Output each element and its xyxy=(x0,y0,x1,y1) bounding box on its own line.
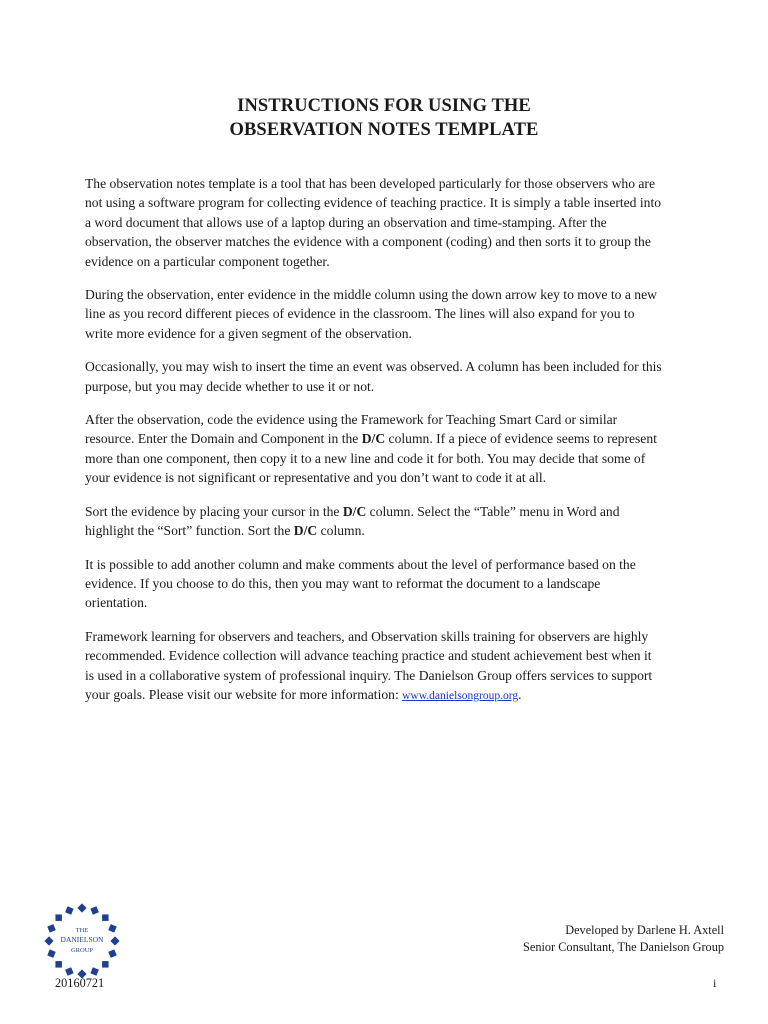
author-credit xyxy=(523,922,724,956)
title-line-1: INSTRUCTIONS FOR USING THE xyxy=(237,96,531,116)
logo-square xyxy=(90,967,98,975)
logo-square xyxy=(77,903,86,912)
dc-column-label: D/C xyxy=(361,431,386,447)
paragraph-training xyxy=(85,627,663,707)
website-link[interactable]: www.danielsongroup.org xyxy=(402,689,519,702)
paragraph-intro: The observation notes template is a tool that has been developed particularly for those observers who are not using a software program for collecting evidence of teaching practice. It is simply a table inserted into a word document that allows use of a laptop during an observation and time-stamping. After the observation, the observer matches the evidence with a component (coding) and then sorts it to group the evidence on a particular component together. xyxy=(85,176,662,269)
document-title xyxy=(0,94,768,142)
logo-square xyxy=(102,961,109,968)
document-body xyxy=(85,174,663,720)
logo-square xyxy=(47,949,55,957)
training-text-end: . xyxy=(518,686,522,702)
paragraph-sorting xyxy=(85,502,663,541)
paragraph-comments: It is possible to add another column and make comments about the level of performance based on the evidence. If you choose to do this, then you may want to reformat the document to a landscape orientation. xyxy=(85,556,636,611)
page-number: i xyxy=(713,976,717,990)
credit-title: Senior Consultant, The Danielson Group xyxy=(523,940,724,954)
paragraph-time-column: Occasionally, you may wish to insert the time an event was observed. A column has been included for this purpose, but you may decide whether to use it or not. xyxy=(85,359,662,394)
training-text: Framework learning for observers and teachers, and Observation skills training for observers are highly recommended. Evidence collection will advance teaching practice and student achievement best when it is used in a collaborative system of professional inquiry. The Danielson Group offers services to support your goals. Please visit our website for more information: xyxy=(85,628,653,702)
logo-square xyxy=(90,906,98,914)
sorting-text-3: column. xyxy=(317,523,365,539)
logo-square xyxy=(65,967,73,975)
logo-graphic xyxy=(44,903,120,979)
paragraph-during-observation: During the observation, enter evidence in the middle column using the down arrow key to move to a new line as you record different pieces of evidence in the classroom. The lines will also expand for you to write more evidence for a given segment of the observation. xyxy=(85,287,657,341)
logo-square xyxy=(65,906,73,914)
dc-column-label: D/C xyxy=(342,503,367,519)
logo-square xyxy=(55,961,62,968)
dc-column-label: D/C xyxy=(293,523,318,539)
title-line-2: OBSERVATION NOTES TEMPLATE xyxy=(229,120,539,140)
credit-author: Developed by Darlene H. Axtell xyxy=(565,923,724,937)
logo-square xyxy=(55,914,62,921)
document-date: 20160721 xyxy=(55,976,105,990)
danielson-group-logo xyxy=(44,903,120,979)
logo-text-danielson: DANIELSON xyxy=(60,935,104,944)
logo-square xyxy=(110,936,119,945)
logo-text-the: THE xyxy=(75,927,89,934)
sorting-text-1: Sort the evidence by placing your cursor in the xyxy=(85,503,343,519)
coding-text-2: column. If a piece of evidence seems to represent more than one component, then copy it to a new line and code it for both. You may decide that some of your evidence is not significant or representative and you don’t want to code it at all. xyxy=(85,431,657,486)
logo-square xyxy=(108,924,116,932)
paragraph-coding xyxy=(85,410,663,488)
logo-square xyxy=(102,914,109,921)
logo-square xyxy=(44,936,53,945)
logo-square xyxy=(108,949,116,957)
logo-text-group: GROUP xyxy=(70,947,94,954)
coding-text-1: After the observation, code the evidence using the Framework for Teaching Smart Card or similar resource. Enter the Domain and Component in the xyxy=(85,412,618,447)
logo-square xyxy=(47,924,55,932)
sorting-text-2: column. Select the “Table” menu in Word and highlight the “Sort” function. Sort the xyxy=(85,503,620,539)
